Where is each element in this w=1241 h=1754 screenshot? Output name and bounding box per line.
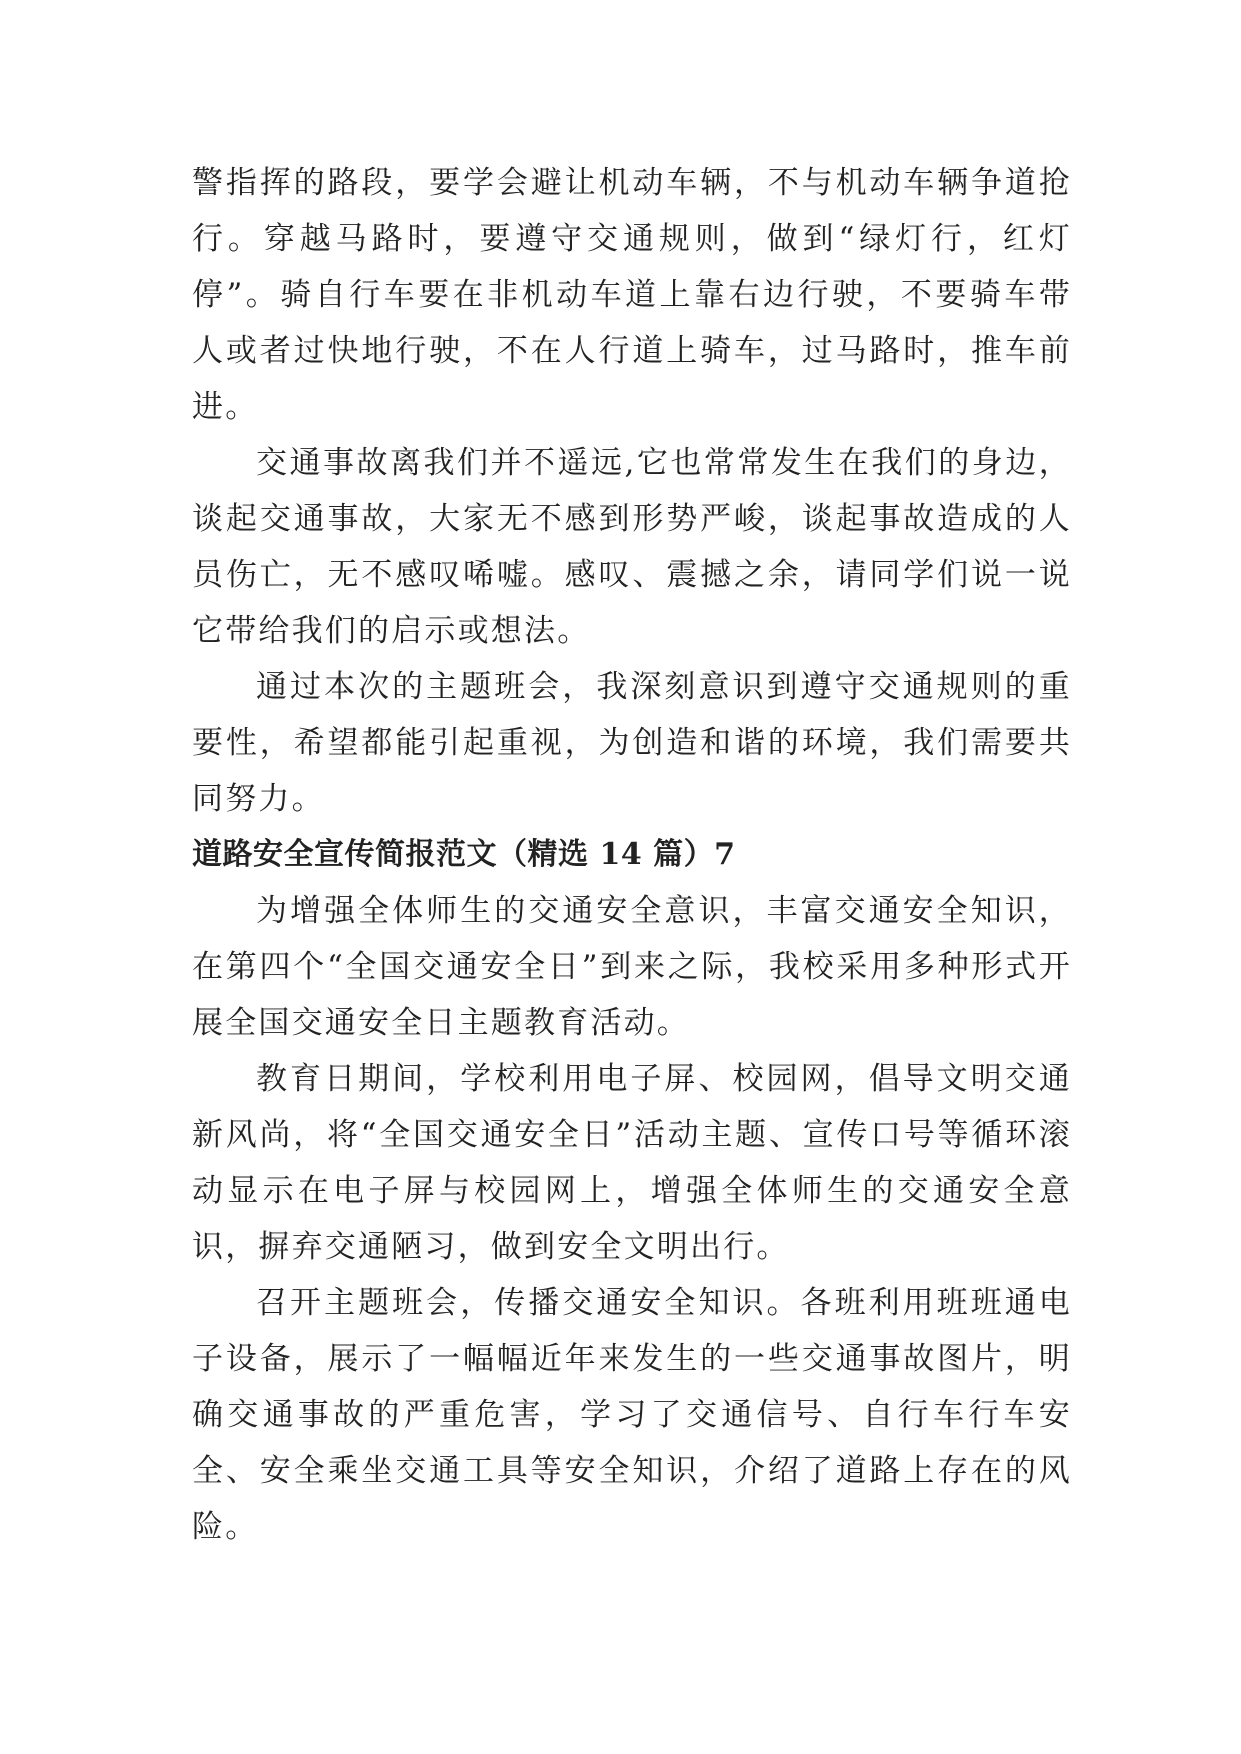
paragraph-continued: 警指挥的路段，要学会避让机动车辆，不与机动车辆争道抢行。穿越马路时，要遵守交通规则，做到“绿灯行，红灯停”。骑自行车要在非机动车道上靠右边行驶，不要骑车带人或者过快地行驶，不在人行道上骑车，过马路时，推车前进。 <box>192 165 1072 425</box>
paragraph: 召开主题班会，传播交通安全知识。各班利用班班通电子设备，展示了一幅幅近年来发生的一些交通事故图片，明确交通事故的严重危害，学习了交通信号、自行车行车安全、安全乘坐交通工具等安全知识，介绍了道路上存在的风险。 <box>192 1285 1072 1545</box>
paragraph: 教育日期间，学校利用电子屏、校园网，倡导文明交通新风尚，将“全国交通安全日”活动主题、宣传口号等循环滚动显示在电子屏与校园网上，增强全体师生的交通安全意识，摒弃交通陋习，做到安全文明出行。 <box>192 1061 1072 1265</box>
paragraph: 交通事故离我们并不遥远,它也常常发生在我们的身边，谈起交通事故，大家无不感到形势严峻，谈起事故造成的人员伤亡，无不感叹唏嘘。感叹、震撼之余，请同学们说一说它带给我们的启示或想法。 <box>192 445 1072 649</box>
document-body <box>192 155 1072 1555</box>
paragraph: 通过本次的主题班会，我深刻意识到遵守交通规则的重要性，希望都能引起重视，为创造和谐的环境，我们需要共同努力。 <box>192 669 1072 817</box>
paragraph: 为增强全体师生的交通安全意识，丰富交通安全知识，在第四个“全国交通安全日”到来之际，我校采用多种形式开展全国交通安全日主题教育活动。 <box>192 893 1072 1041</box>
section-title: 道路安全宣传简报范文（精选 14 篇）7 <box>192 837 736 872</box>
